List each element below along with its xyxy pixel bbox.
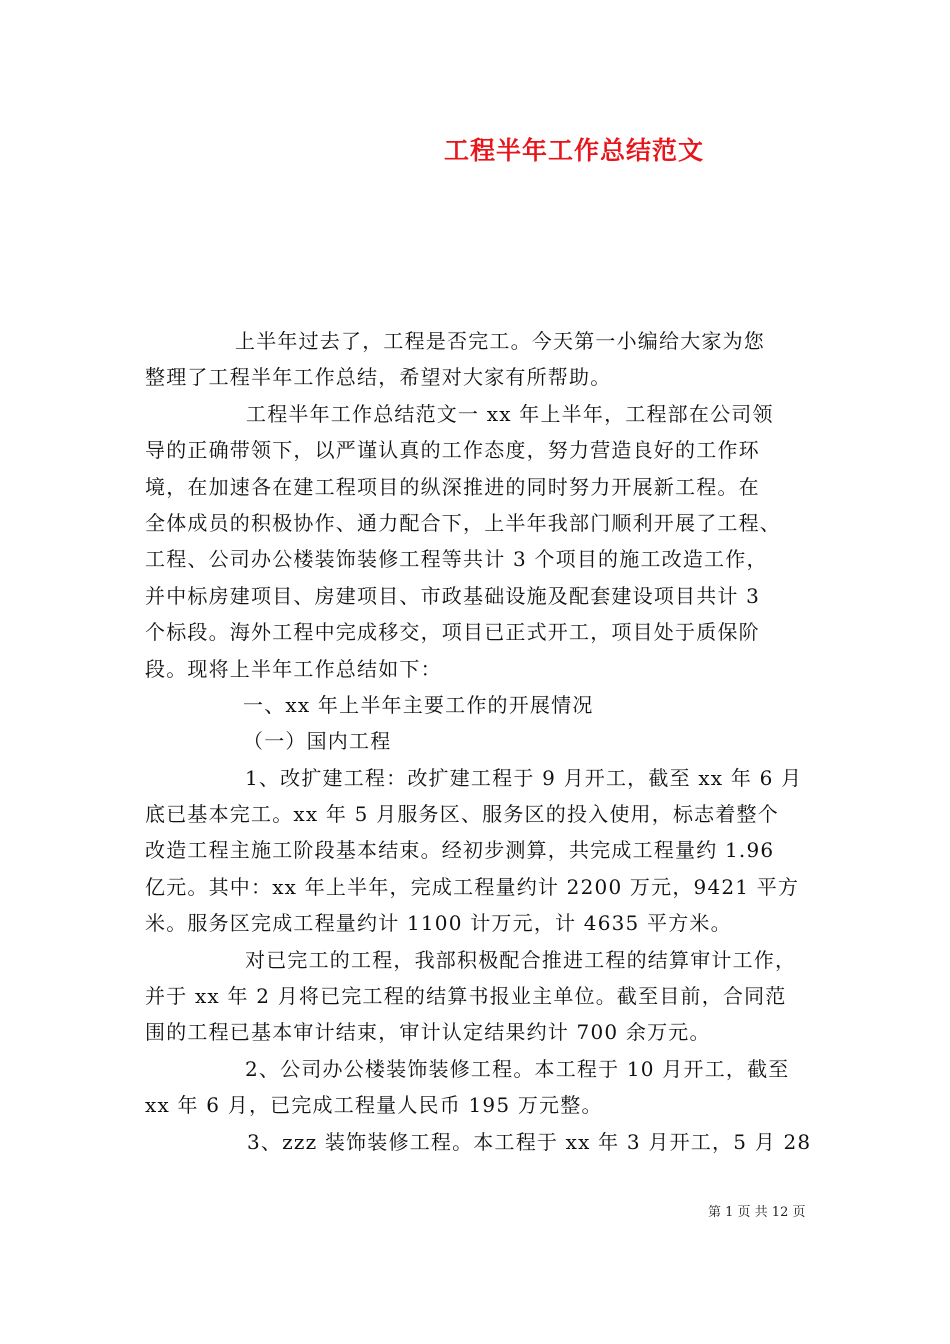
text-line: 境，在加速各在建工程项目的纵深推进的同时努力开展新工程。在 bbox=[145, 474, 760, 499]
text-line: 个标段。海外工程中完成移交，项目已正式开工，项目处于质保阶 bbox=[145, 620, 760, 645]
document-body bbox=[145, 323, 813, 1160]
text-line: 段。现将上半年工作总结如下： bbox=[145, 656, 442, 681]
text-line: 1、改扩建工程：改扩建工程于 9 月开工，截至 xx 年 6 月 bbox=[245, 765, 803, 790]
page-footer: 第 1 页 共 12 页 bbox=[708, 1205, 806, 1220]
text-line: 2、公司办公楼装饰装修工程。本工程于 10 月开工，截至 bbox=[245, 1056, 790, 1081]
text-line: 底已基本完工。xx 年 5 月服务区、服务区的投入使用，标志着整个 bbox=[145, 802, 779, 827]
text-line: 3、zzz 装饰装修工程。本工程于 xx 年 3 月开工，5 月 28 bbox=[247, 1129, 812, 1154]
text-line: xx 年 6 月，已完成工程量人民币 195 万元整。 bbox=[145, 1093, 603, 1118]
text-line: 导的正确带领下，以严谨认真的工作态度，努力营造良好的工作环 bbox=[145, 438, 760, 463]
text-line: 对已完工的工程，我部积极配合推进工程的结算审计工作， bbox=[245, 947, 797, 972]
text-line: 上半年过去了，工程是否完工。今天第一小编给大家为您 bbox=[235, 329, 765, 353]
text-line: 并于 xx 年 2 月将已完工程的结算书报业主单位。截至目前，合同范 bbox=[145, 984, 787, 1009]
text-line: 整理了工程半年工作总结，希望对大家有所帮助。 bbox=[145, 365, 612, 390]
text-line: 改造工程主施工阶段基本结束。经初步测算，共完成工程量约 1.96 bbox=[145, 838, 775, 863]
text-line: 工程、公司办公楼装饰装修工程等共计 3 个项目的施工改造工作， bbox=[145, 547, 768, 572]
text-line: 米。服务区完成工程量约计 1100 计万元，计 4635 平方米。 bbox=[145, 911, 732, 936]
text-line: 围的工程已基本审计结束，审计认定结果约计 700 余万元。 bbox=[145, 1020, 711, 1045]
text-line: 一、xx 年上半年主要工作的开展情况 bbox=[243, 692, 594, 717]
text-line: 工程半年工作总结范文一 xx 年上半年，工程部在公司领 bbox=[246, 401, 774, 426]
text-line: （一）国内工程 bbox=[243, 729, 392, 754]
text-line: 亿元。其中：xx 年上半年，完成工程量约计 2200 万元，9421 平方 bbox=[145, 874, 800, 899]
document-title: 工程半年工作总结范文 bbox=[443, 136, 704, 165]
text-line: 全体成员的积极协作、通力配合下，上半年我部门顺利开展了工程、 bbox=[145, 510, 781, 535]
text-line: 并中标房建项目、房建项目、市政基础设施及配套建设项目共计 3 bbox=[145, 583, 761, 608]
